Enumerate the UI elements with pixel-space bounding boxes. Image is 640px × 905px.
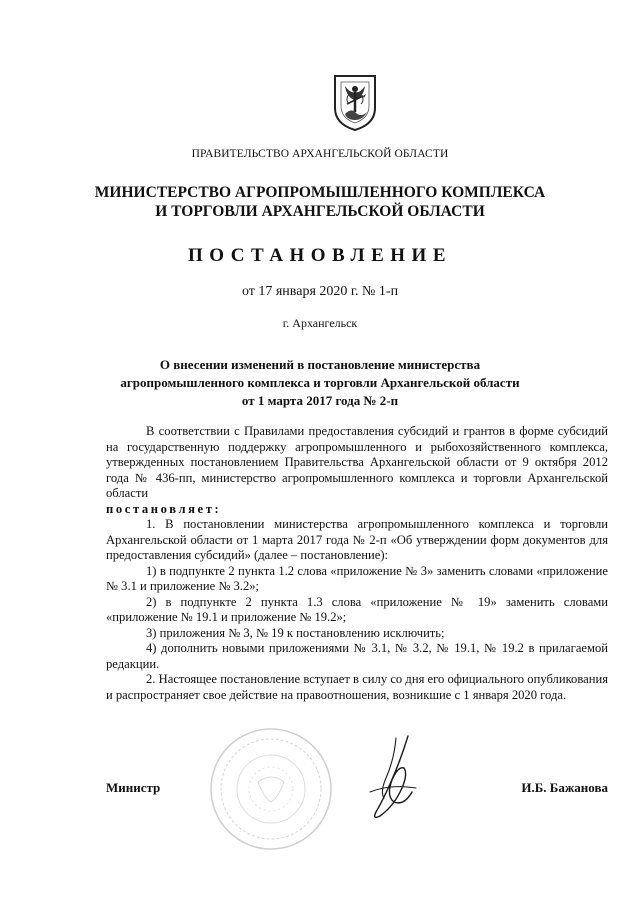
item-1-1: 1) в подпункте 2 пункта 1.2 слова «приложение № 3» заменить словами «приложение № 3.1 и приложение № 3.2»; — [106, 563, 608, 593]
preamble-paragraph: В соответствии с Правилами предоставления субсидий и грантов в форме субсидий на государственную поддержку агропромышленного и рыбохозяйственного комплекса, утвержденных постановлением Правительства Архангельской области от 9 октября 2012 года № 436-пп, министерство агропромышленного комплекса и торговли Архангельской области — [106, 424, 608, 500]
item-2: 2. Настоящее постановление вступает в силу со дня его официального опубликования и распространяет свое действие на правоотношения, возникшие с 1 января 2020 года. — [106, 672, 608, 702]
item-1: 1. В постановлении министерства агропромышленного комплекса и торговли Архангельской области от 1 марта 2017 года № 2-п «Об утверждении форм документов для предоставления субсидий» (далее – постановление): — [106, 517, 608, 562]
official-seal-stamp — [196, 724, 346, 854]
signatory-title: Министр — [106, 780, 161, 795]
ministry-name-line1: МИНИСТЕРСТВО АГРОПРОМЫШЛЕННОГО КОМПЛЕКСА — [94, 184, 546, 201]
document-date-number: от 17 января 2020 г. № 1-п — [241, 284, 399, 299]
item-1-3: 3) приложения № 3, № 19 к постановлению исключить; — [146, 625, 445, 640]
subject-line2: агропромышленного комплекса и торговли Архангельской области — [120, 375, 520, 390]
document-body — [106, 424, 608, 703]
signatory-name: И.Б. Бажанова — [521, 780, 608, 795]
resolves-keyword: постановляет: — [106, 501, 222, 516]
coat-of-arms-icon — [333, 74, 377, 132]
government-name: ПРАВИТЕЛЬСТВО АРХАНГЕЛЬСКОЙ ОБЛАСТИ — [191, 148, 449, 160]
subject-line3: от 1 марта 2017 года № 2-п — [241, 393, 399, 408]
item-1-4: 4) дополнить новыми приложениями № 3.1, № 3.2, № 19.1, № 19.2 в прилагаемой редакции. — [106, 641, 608, 671]
subject-line1: О внесении изменений в постановление министерства — [159, 357, 481, 372]
document-subject — [0, 356, 640, 410]
document-city: г. Архангельск — [282, 316, 358, 330]
ministry-name — [0, 183, 640, 221]
ministry-name-line2: И ТОРГОВЛИ АРХАНГЕЛЬСКОЙ ОБЛАСТИ — [155, 203, 485, 220]
document-type: ПОСТАНОВЛЕНИЕ — [187, 245, 453, 266]
item-1-2: 2) в подпункте 2 пункта 1.3 слова «приложение № 19» заменить словами «приложение № 19.1 и приложение № 19.2»; — [106, 594, 608, 624]
handwritten-signature — [360, 732, 430, 832]
